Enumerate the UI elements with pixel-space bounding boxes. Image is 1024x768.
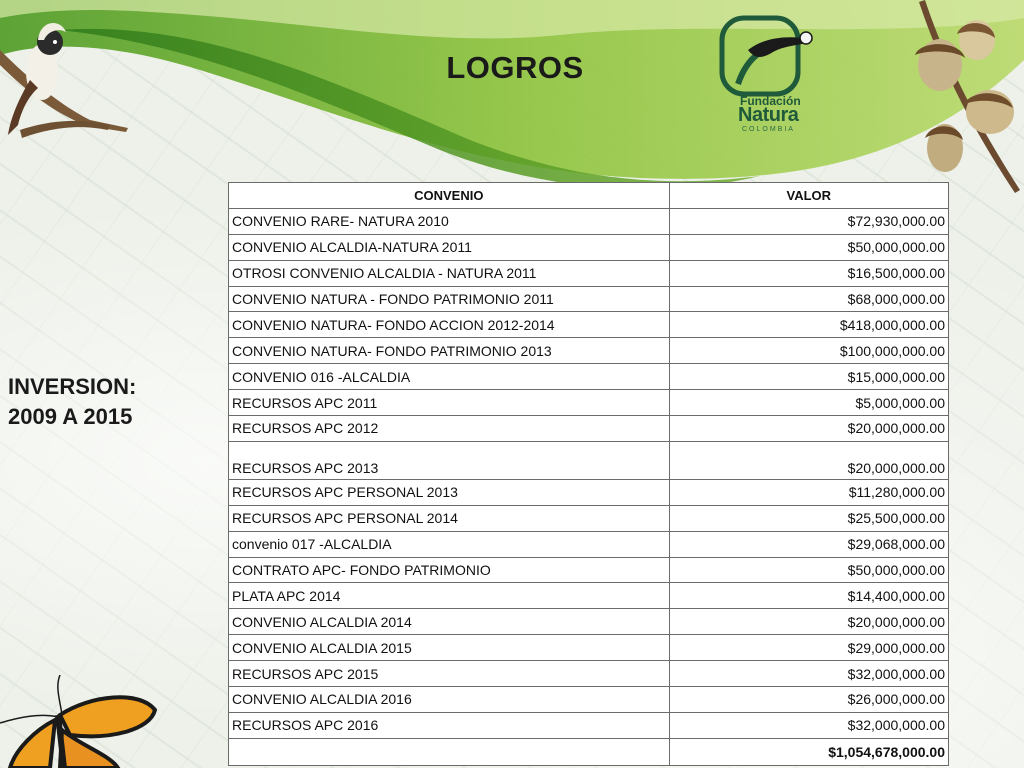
table-row (229, 557, 949, 583)
table-row (229, 479, 949, 505)
convenio-cell: RECURSOS APC PERSONAL 2014 (229, 505, 670, 531)
table-row (229, 260, 949, 286)
valor-cell: $32,000,000.00 (669, 661, 948, 687)
table-total-row (229, 738, 949, 765)
table-row (229, 531, 949, 557)
valor-cell: $50,000,000.00 (669, 234, 948, 260)
table-row (229, 712, 949, 738)
table-row (229, 208, 949, 234)
table-row (229, 416, 949, 442)
convenio-cell: RECURSOS APC 2011 (229, 390, 670, 416)
convenio-cell: RECURSOS APC 2012 (229, 416, 670, 442)
convenio-cell: RECURSOS APC PERSONAL 2013 (229, 479, 670, 505)
convenio-cell: OTROSI CONVENIO ALCALDIA - NATURA 2011 (229, 260, 670, 286)
valor-cell: $14,400,000.00 (669, 583, 948, 609)
valor-cell: $20,000,000.00 (669, 416, 948, 442)
convenio-cell: CONVENIO RARE- NATURA 2010 (229, 208, 670, 234)
convenio-cell: CONVENIO ALCALDIA 2016 (229, 687, 670, 713)
investment-label-line1: INVERSION: (8, 374, 137, 399)
logo-line2: Natura (738, 104, 799, 126)
valor-cell: $29,000,000.00 (669, 635, 948, 661)
table-row (229, 609, 949, 635)
table-row (229, 390, 949, 416)
acorns-illustration (885, 0, 1024, 195)
bird-illustration (0, 10, 130, 155)
header-valor: VALOR (669, 183, 948, 209)
valor-cell: $32,000,000.00 (669, 712, 948, 738)
convenio-cell: CONVENIO ALCALDIA-NATURA 2011 (229, 234, 670, 260)
valor-cell: $72,930,000.00 (669, 208, 948, 234)
valor-cell: $5,000,000.00 (669, 390, 948, 416)
table-row (229, 687, 949, 713)
table-header-row (229, 183, 949, 209)
table-row (229, 364, 949, 390)
convenio-cell: CONVENIO ALCALDIA 2014 (229, 609, 670, 635)
header-convenio: CONVENIO (229, 183, 670, 209)
table-row (229, 505, 949, 531)
convenio-cell: RECURSOS APC 2016 (229, 712, 670, 738)
butterfly-illustration (0, 675, 160, 768)
convenio-cell: RECURSOS APC 2015 (229, 661, 670, 687)
convenio-cell: CONVENIO 016 -ALCALDIA (229, 364, 670, 390)
table-row (229, 286, 949, 312)
logo-line3: COLOMBIA (742, 126, 795, 133)
valor-cell: $20,000,000.00 (669, 609, 948, 635)
valor-cell: $100,000,000.00 (669, 338, 948, 364)
table-row (229, 635, 949, 661)
convenio-cell: RECURSOS APC 2013 (229, 441, 670, 479)
valor-cell: $25,500,000.00 (669, 505, 948, 531)
table-row (229, 312, 949, 338)
table-row (229, 441, 949, 479)
total-value-cell: $1,054,678,000.00 (669, 738, 948, 765)
valor-cell: $20,000,000.00 (669, 441, 948, 479)
convenio-cell: convenio 017 -ALCALDIA (229, 531, 670, 557)
green-wave-banner (0, 0, 1024, 200)
convenio-cell: CONTRATO APC- FONDO PATRIMONIO (229, 557, 670, 583)
page-title: LOGROS (446, 50, 584, 85)
convenio-cell: CONVENIO NATURA- FONDO ACCION 2012-2014 (229, 312, 670, 338)
convenio-cell: CONVENIO NATURA- FONDO PATRIMONIO 2013 (229, 338, 670, 364)
valor-cell: $11,280,000.00 (669, 479, 948, 505)
table-row (229, 583, 949, 609)
valor-cell: $15,000,000.00 (669, 364, 948, 390)
valor-cell: $50,000,000.00 (669, 557, 948, 583)
valor-cell: $16,500,000.00 (669, 260, 948, 286)
valor-cell: $68,000,000.00 (669, 286, 948, 312)
logo-line1: Fundación (740, 94, 801, 108)
investment-label (8, 372, 168, 432)
investment-table (228, 182, 949, 766)
convenio-cell: PLATA APC 2014 (229, 583, 670, 609)
valor-cell: $29,068,000.00 (669, 531, 948, 557)
table-row (229, 234, 949, 260)
convenio-cell: CONVENIO NATURA - FONDO PATRIMONIO 2011 (229, 286, 670, 312)
total-label-cell (229, 738, 670, 765)
table-row (229, 661, 949, 687)
investment-label-line2: 2009 A 2015 (8, 404, 133, 429)
valor-cell: $418,000,000.00 (669, 312, 948, 338)
table-row (229, 338, 949, 364)
convenio-cell: CONVENIO ALCALDIA 2015 (229, 635, 670, 661)
valor-cell: $26,000,000.00 (669, 687, 948, 713)
